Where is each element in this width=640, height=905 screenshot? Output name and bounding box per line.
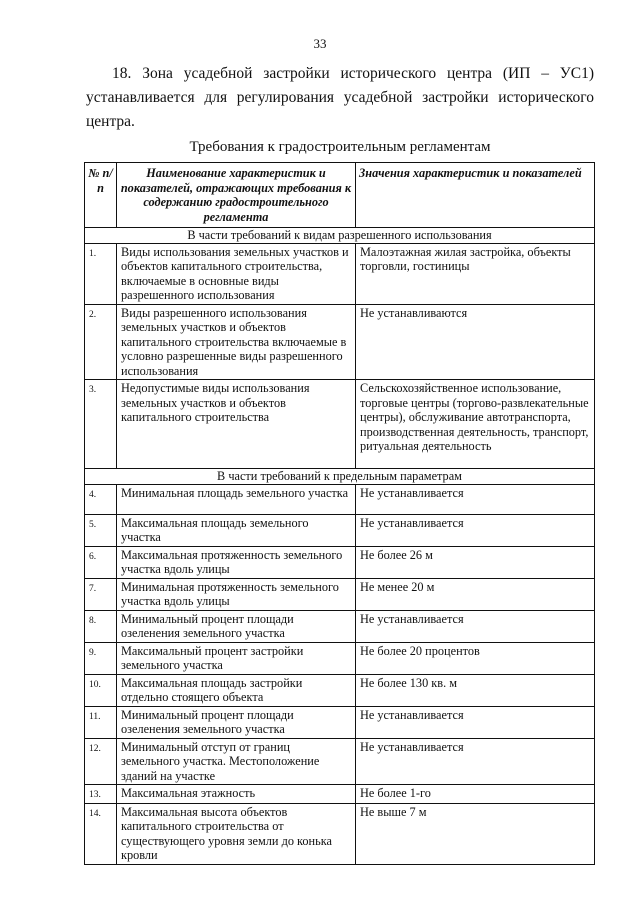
table-row — [85, 642, 595, 674]
header-name: Наименование характеристик и показателей, отражающих требования к содержанию градостроительного регламента — [117, 163, 356, 228]
row-number: 11. — [85, 706, 117, 738]
section-row — [85, 228, 595, 244]
header-row — [85, 163, 595, 228]
row-name: Минимальная площадь земельного участка — [117, 484, 356, 514]
row-name: Минимальный процент площади озеленения земельного участка — [117, 610, 356, 642]
table-row — [85, 514, 595, 546]
row-value: Малоэтажная жилая застройка, объекты торговли, гостиницы — [356, 243, 595, 304]
intro-text: 18. Зона усадебной застройки исторического центра (ИП – УС1) устанавливается для регулирования усадебной застройки исторического центра. — [86, 65, 594, 130]
row-name: Минимальная протяженность земельного участка вдоль улицы — [117, 578, 356, 610]
table-row — [85, 546, 595, 578]
row-number: 13. — [85, 785, 117, 804]
table-row — [85, 380, 595, 469]
row-name: Максимальная площадь земельного участка — [117, 514, 356, 546]
row-name: Максимальная площадь застройки отдельно стоящего объекта — [117, 674, 356, 706]
row-number: 2. — [85, 304, 117, 380]
row-name: Минимальный процент площади озеленения земельного участка — [117, 706, 356, 738]
table-row — [85, 578, 595, 610]
header-num: № п/п — [85, 163, 117, 228]
table-row — [85, 803, 595, 864]
table-row — [85, 610, 595, 642]
row-value: Не менее 20 м — [356, 578, 595, 610]
row-value: Не устанавливается — [356, 738, 595, 785]
table-row — [85, 674, 595, 706]
row-number: 10. — [85, 674, 117, 706]
section-title-limit-parameters: В части требований к предельным параметрам — [85, 469, 595, 485]
row-number: 1. — [85, 243, 117, 304]
row-value: Не более 20 процентов — [356, 642, 595, 674]
row-number: 6. — [85, 546, 117, 578]
row-value: Не выше 7 м — [356, 803, 595, 864]
row-name: Виды использования земельных участков и объектов капитального строительства, включаемые в основные виды разрешенного использования — [117, 243, 356, 304]
section-title-permitted-use: В части требований к видам разрешенного использования — [85, 228, 595, 244]
row-number: 8. — [85, 610, 117, 642]
row-value: Не устанавливается — [356, 610, 595, 642]
table-row — [85, 484, 595, 514]
row-name: Максимальная этажность — [117, 785, 356, 804]
row-name: Максимальный процент застройки земельного участка — [117, 642, 356, 674]
row-value: Не устанавливается — [356, 514, 595, 546]
row-number: 14. — [85, 803, 117, 864]
row-value: Не устанавливается — [356, 706, 595, 738]
row-name: Максимальная протяженность земельного участка вдоль улицы — [117, 546, 356, 578]
regulations-table — [84, 162, 595, 865]
table-row — [85, 785, 595, 804]
row-value: Сельскохозяйственное использование, торговые центры (торгово-развлекательные центры), обслуживание автотранспорта, производственная деятельность, транспорт, ритуальная деятельность — [356, 380, 595, 469]
table-row — [85, 706, 595, 738]
row-number: 9. — [85, 642, 117, 674]
row-value: Не устанавливается — [356, 484, 595, 514]
row-number: 12. — [85, 738, 117, 785]
page-number: 33 — [313, 36, 327, 51]
table-row — [85, 738, 595, 785]
row-name: Максимальная высота объектов капитального строительства от существующего уровня земли до конька кровли — [117, 803, 356, 864]
header-value: Значения характеристик и показателей — [356, 163, 595, 228]
row-value: Не устанавливаются — [356, 304, 595, 380]
table-row — [85, 304, 595, 380]
row-value: Не более 1-го — [356, 785, 595, 804]
row-number: 4. — [85, 484, 117, 514]
table-title: Требования к градостроительным регламентам — [189, 139, 491, 155]
row-name: Недопустимые виды использования земельных участков и объектов капитального строительства — [117, 380, 356, 469]
row-name: Минимальный отступ от границ земельного участка. Местоположение зданий на участке — [117, 738, 356, 785]
row-number: 5. — [85, 514, 117, 546]
row-value: Не более 26 м — [356, 546, 595, 578]
row-number: 7. — [85, 578, 117, 610]
row-value: Не более 130 кв. м — [356, 674, 595, 706]
intro-paragraph — [86, 62, 594, 134]
row-number: 3. — [85, 380, 117, 469]
row-name: Виды разрешенного использования земельных участков и объектов капитального строительства включаемые в условно разрешенные виды разрешенного использования — [117, 304, 356, 380]
section-row — [85, 469, 595, 485]
table-row — [85, 243, 595, 304]
